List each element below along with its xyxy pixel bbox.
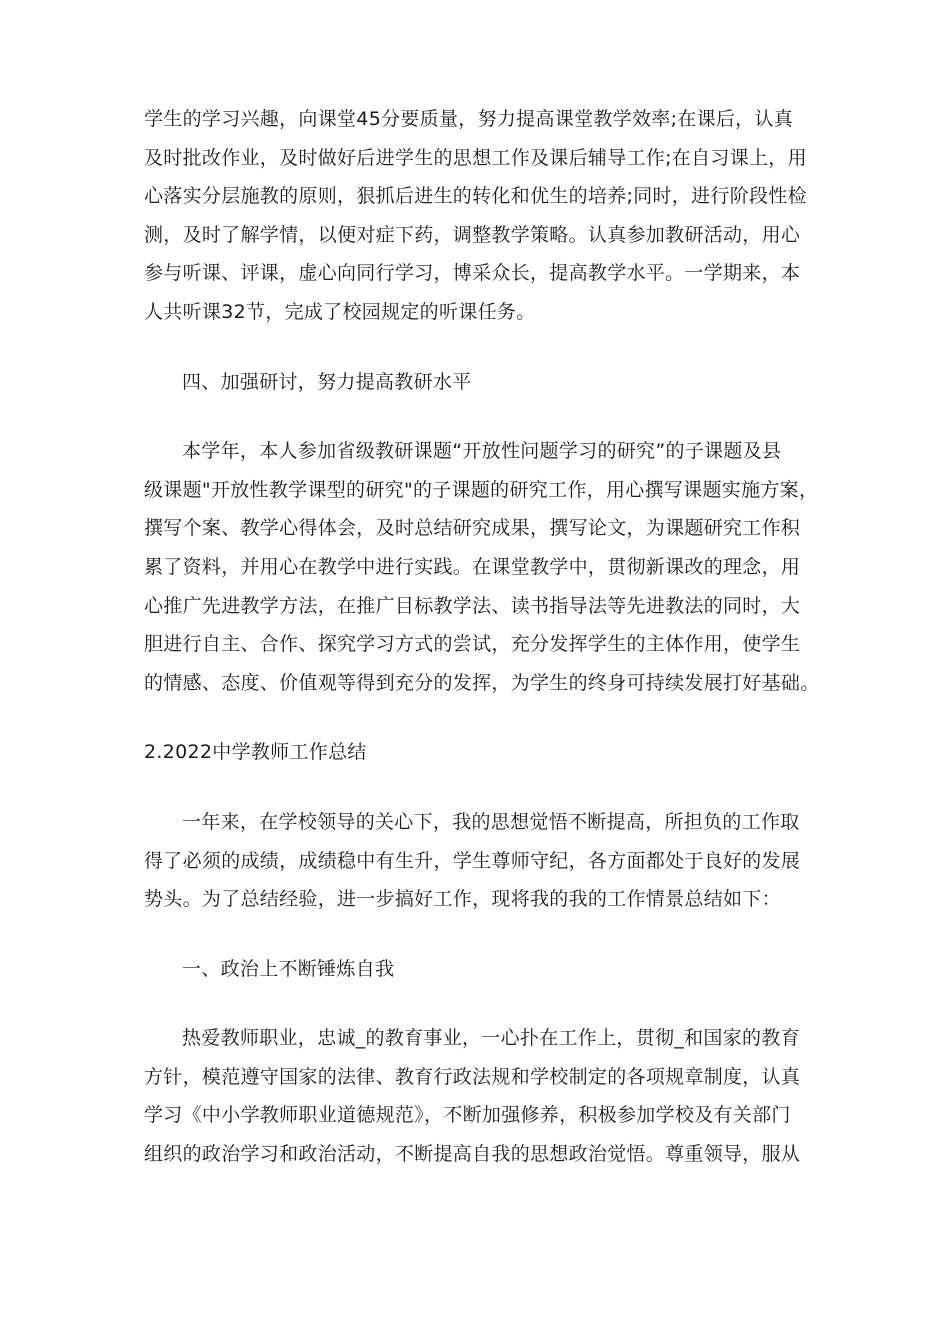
text-line: 学习《中小学教师职业道德规范》，不断加强修养，积极参加学校及有关部门	[144, 1104, 791, 1127]
text-line: 热爱教师职业，忠诚_的教育事业，一心扑在工作上，贯彻_和国家的教育	[182, 1027, 800, 1050]
heading-text: 四、加强研讨，努力提高教研水平	[182, 370, 472, 393]
text-line: 人共听课32节，完成了校园规定的听课任务。	[144, 300, 536, 323]
subtitle-text: 2.2022中学教师工作总结	[144, 741, 367, 764]
text-line: 级课题"开放性教学课型的研究"的子课题的研究工作，用心撰写课题实施方案，	[144, 478, 819, 501]
paragraph-annual-summary	[144, 803, 824, 919]
paragraph-research-work	[144, 432, 824, 702]
text-line: 的情感、态度、价值观等得到充分的发挥，为学生的终身可持续发展打好基础。	[144, 671, 820, 694]
text-line: 本学年，本人参加省级教研课题“开放性问题学习的研究”的子课题及县	[182, 440, 782, 463]
text-line: 心落实分层施教的原则，狠抓后进生的转化和优生的培养;同时，进行阶段性检	[144, 185, 807, 208]
document-subtitle	[144, 733, 824, 772]
text-line: 胆进行自主、合作、探究学习方式的尝试，充分发挥学生的主体作用，使学生	[144, 633, 801, 656]
text-line: 势头。为了总结经验，进一步搞好工作，现将我的我的工作情景总结如下：	[144, 888, 781, 911]
text-line: 及时批改作业，及时做好后进学生的思想工作及课后辅导工作;在自习课上，用	[144, 146, 807, 169]
paragraph-political-work	[144, 1019, 824, 1173]
paragraph-teaching-routine	[144, 100, 824, 332]
text-line: 参与听课、评课，虚心向同行学习，博采众长，提高教学水平。一学期来，本	[144, 262, 801, 285]
text-line: 心推广先进教学方法，在推广目标教学法、读书指导法等先进教法的同时，大	[144, 594, 801, 617]
heading-text: 一、政治上不断锤炼自我	[182, 957, 395, 980]
text-line: 得了必须的成绩，成绩稳中有生升，学生尊师守纪，各方面都处于良好的发展	[144, 849, 801, 872]
text-line: 累了资料，并用心在教学中进行实践。在课堂教学中，贯彻新课改的理念，用	[144, 555, 801, 578]
document-page	[144, 100, 824, 1174]
text-line: 一年来，在学校领导的关心下，我的思想觉悟不断提高，所担负的工作取	[182, 810, 800, 833]
text-line: 学生的学习兴趣，向课堂45分要质量，努力提高课堂教学效率;在课后，认真	[144, 108, 794, 130]
section-heading-research	[144, 363, 824, 402]
text-line: 组织的政治学习和政治活动，不断提高自我的思想政治觉悟。尊重领导，服从	[144, 1143, 801, 1166]
text-line: 测，及时了解学情，以便对症下药，调整教学策略。认真参加教研活动，用心	[144, 223, 801, 246]
section-heading-politics	[144, 950, 824, 989]
text-line: 撰写个案、教学心得体会，及时总结研究成果，撰写论文，为课题研究工作积	[144, 517, 801, 540]
text-line: 方针，模范遵守国家的法律、教育行政法规和学校制定的各项规章制度，认真	[144, 1065, 801, 1088]
